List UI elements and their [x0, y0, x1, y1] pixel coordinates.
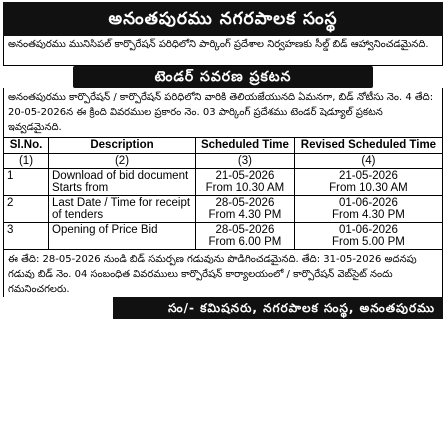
revised-date: 21-05-2026 [339, 170, 398, 182]
revised-date: 01-06-2026 [339, 224, 398, 236]
scheduled-time: From 6.00 PM [208, 236, 282, 248]
revised-date: 01-06-2026 [339, 197, 398, 209]
col-scheduled-time: Scheduled Time [196, 138, 295, 154]
col-number: (4) [294, 154, 442, 169]
table-row [4, 223, 443, 250]
row-slno: 3 [4, 223, 49, 250]
scheduled-date: 21-05-2026 [215, 170, 275, 182]
scheduled-date: 28-05-2026 [215, 197, 275, 209]
row-revised [294, 223, 442, 250]
commissioner-signature: సం/- కమిషనరు, నగరపాలక సంస్థ, అనంతపురము [113, 297, 443, 319]
row-slno: 2 [4, 196, 49, 223]
schedule-table [3, 137, 443, 250]
table-header-row [4, 138, 443, 154]
row-scheduled [196, 196, 295, 223]
row-scheduled [196, 223, 295, 250]
revised-time: From 10.30 AM [329, 182, 408, 194]
intro-text: అనంతపురము మునిసిపల్ కార్పొరేషన్ పరిధిలోని పార్కింగ్ ప్రదేశాల నిర్వహణకు సీల్డ్ బిడ్ ఆహ్వానించడమైనది. [3, 36, 443, 66]
scheduled-time: From 4.30 PM [208, 209, 282, 221]
scheduled-date: 28-05-2026 [215, 224, 275, 236]
col-description: Description [49, 138, 196, 154]
revised-time: From 4.30 PM [332, 209, 405, 221]
table-row [4, 196, 443, 223]
footer-paragraph: ఈ తేది: 28-05-2026 నుండి బిడ్ సమర్పణ గడువును పొడిగించడమైనది. తేది: 31-05-2026 అదనపు గడువు బిడ్ నెం. 04 సంబంధిత వివరములు కార్పొరేషన్ కార్యాలయంలో / కార్పొరేషన్ వెబ్‌సైట్ నందు గమనించగలరు. [3, 250, 443, 297]
amendment-title: టెండర్ సవరణ ప్రకటన [73, 66, 373, 88]
column-number-row [4, 154, 443, 169]
row-revised [294, 196, 442, 223]
row-description: Last Date / Time for receipt of tenders [49, 196, 196, 223]
revised-time: From 5.00 PM [332, 236, 405, 248]
notice-header: అనంతపురము నగరపాలక సంస్థ [3, 2, 443, 36]
row-revised [294, 169, 442, 196]
row-description: Download of bid document Starts from [49, 169, 196, 196]
scheduled-time: From 10.30 AM [205, 182, 285, 194]
row-scheduled [196, 169, 295, 196]
col-slno: Sl.No. [4, 138, 49, 154]
col-number: (1) [4, 154, 49, 169]
col-number: (2) [49, 154, 196, 169]
table-row [4, 169, 443, 196]
row-description: Opening of Price Bid [49, 223, 196, 250]
col-number: (3) [196, 154, 295, 169]
row-slno: 1 [4, 169, 49, 196]
notice-paragraph: అనంతపురము కార్పొరేషన్ / కార్పొరేషన్ పరిధిలోని వారికి తెలియజేయునది ఏమనగా, బిడ్ నోటీసు నెం. 4 తేది: 20-05-2026న ఈ క్రింది వివరముల ప్రకారం నెం. 03 పార్కింగ్ ప్రదేశము టెండర్ షెడ్యూల్ ప్రకటన ఇవ్వడమైనది. [3, 88, 443, 137]
col-revised-time: Revised Scheduled Time [294, 138, 442, 154]
